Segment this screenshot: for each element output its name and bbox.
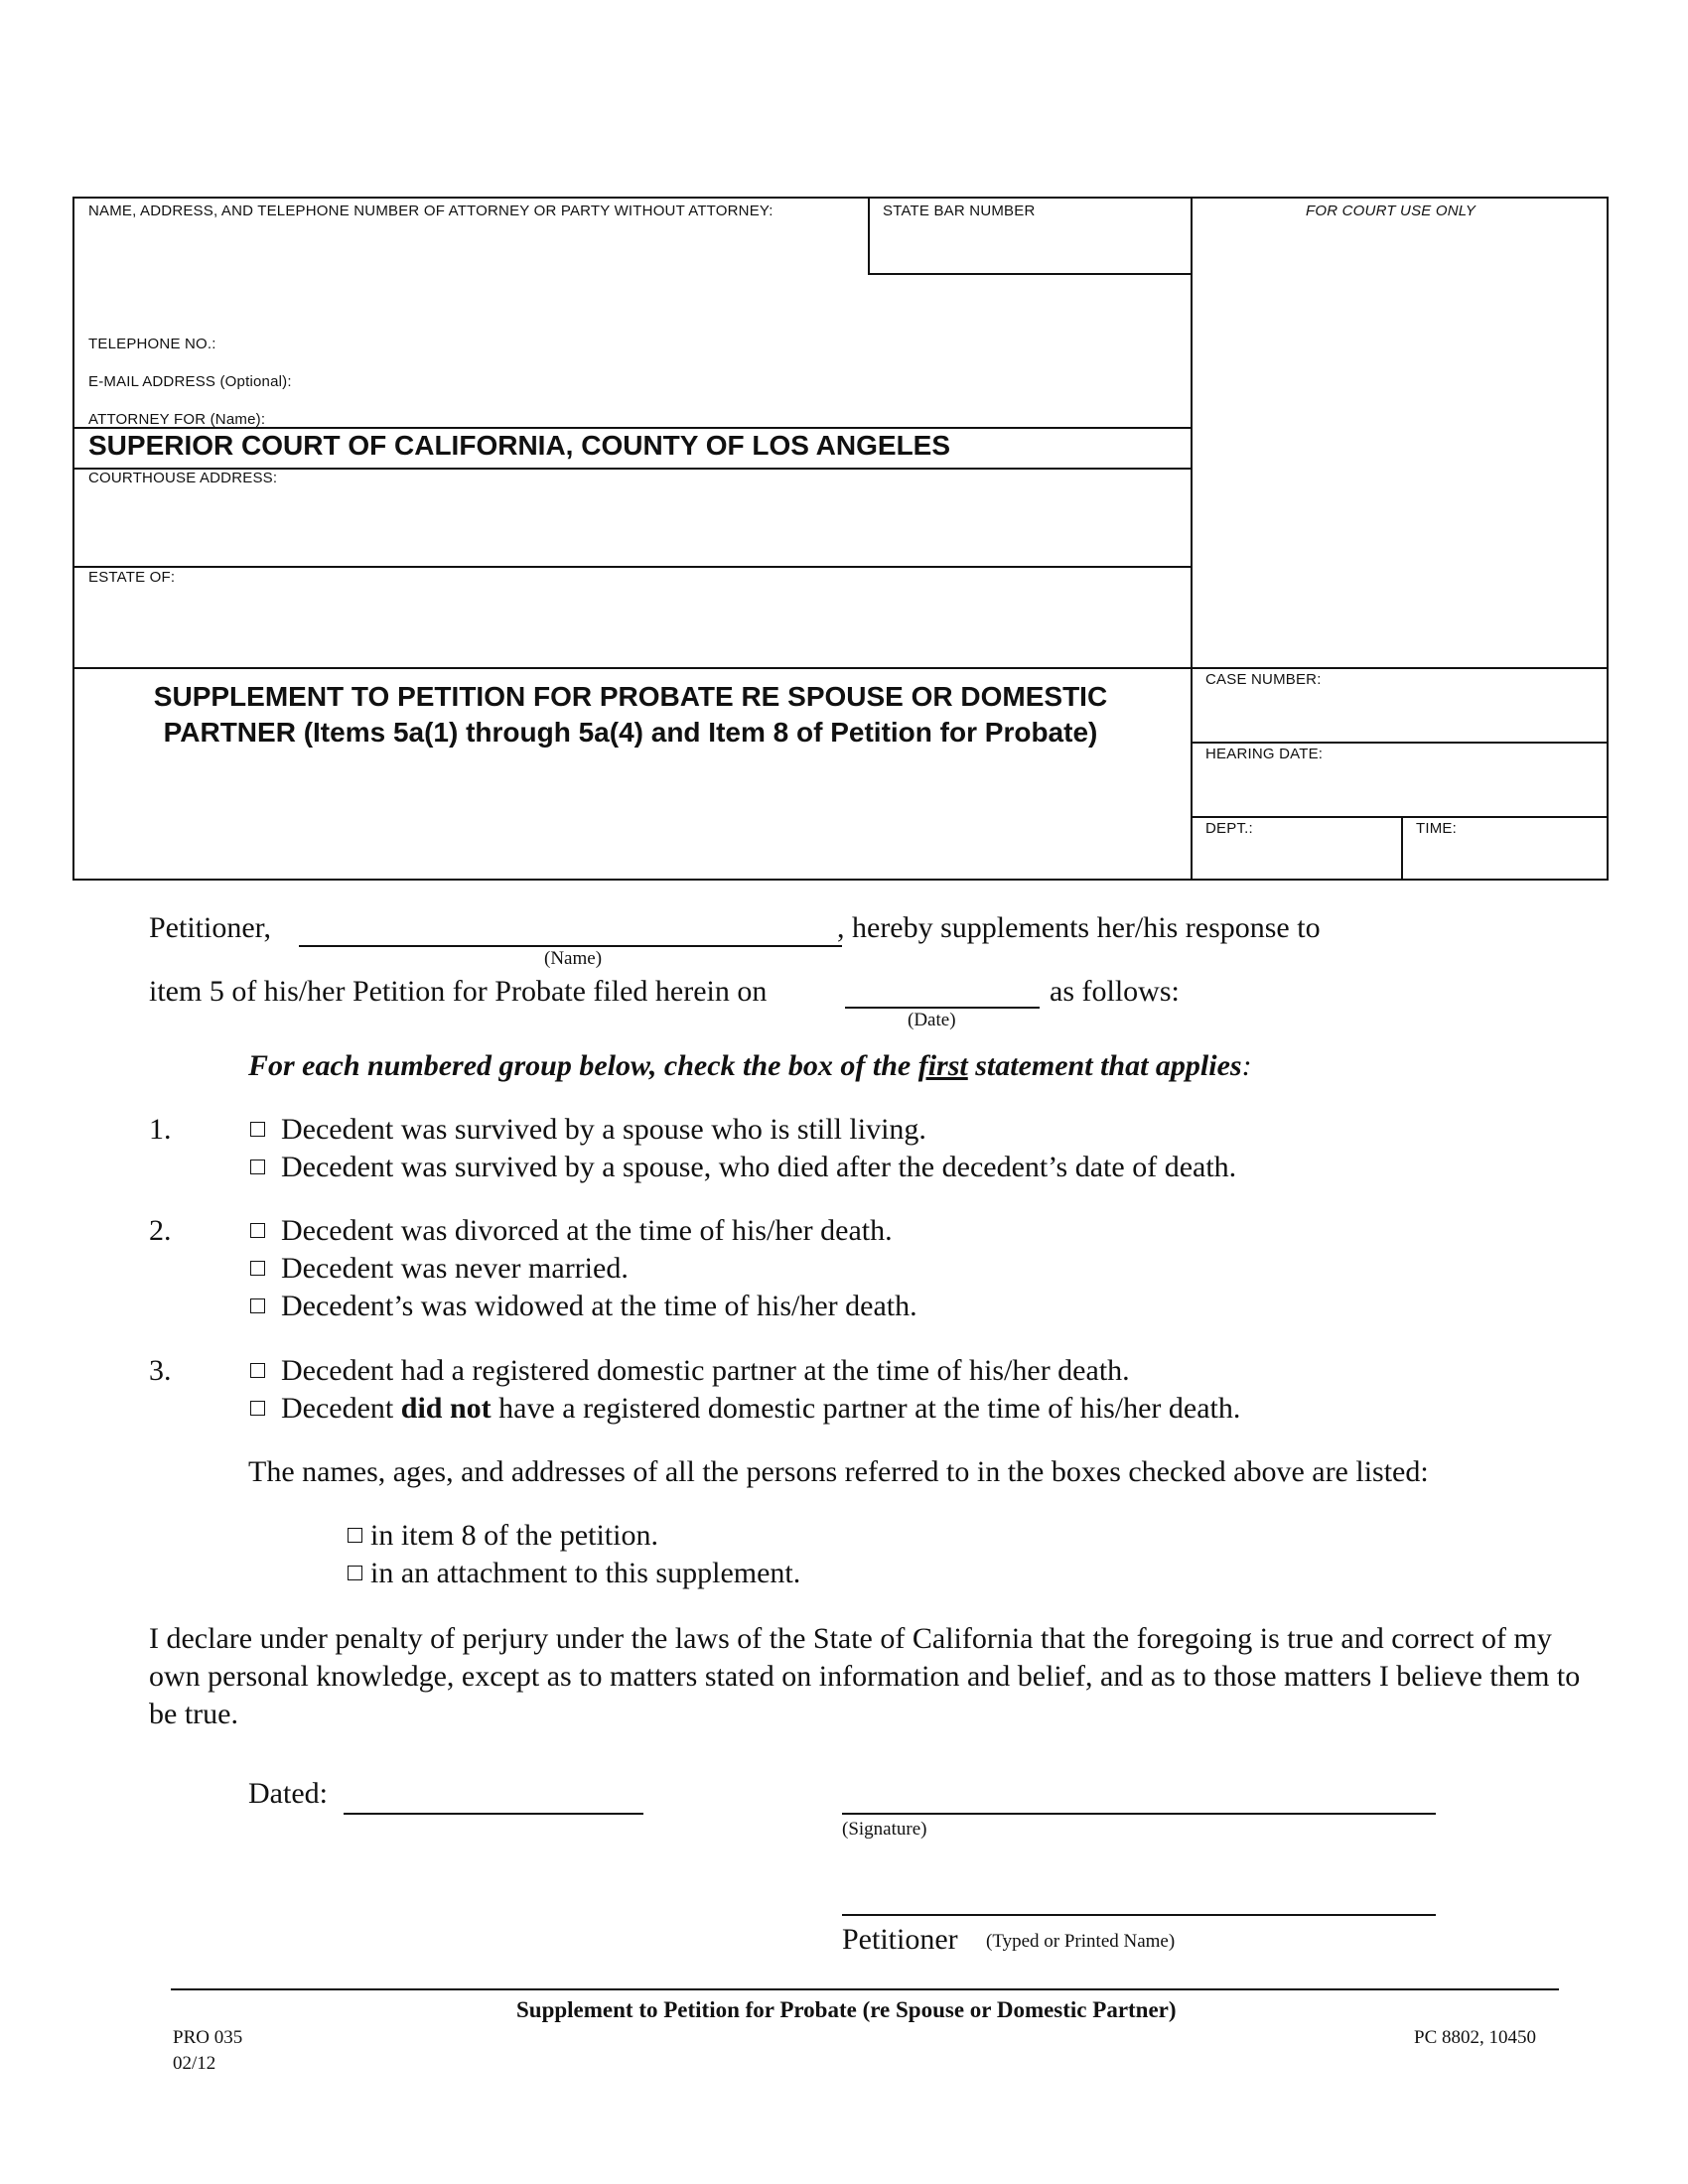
signature-caption: (Signature) — [842, 1819, 927, 1840]
hearing-date-bottom-line — [1191, 816, 1609, 818]
hearing-date-label: HEARING DATE: — [1205, 746, 1324, 762]
attorney-label: NAME, ADDRESS, AND TELEPHONE NUMBER OF ATTORNEY OR PARTY WITHOUT ATTORNEY: — [88, 203, 774, 219]
telephone-label: TELEPHONE NO.: — [88, 336, 216, 352]
checkbox[interactable] — [250, 1298, 265, 1313]
time-label: TIME: — [1416, 820, 1457, 837]
checkbox[interactable] — [348, 1566, 362, 1580]
option-row[interactable]: Decedent’s was widowed at the time of his/her death. — [250, 1290, 917, 1323]
instruction-text: For each numbered group below, check the box of the first statement that applies: — [248, 1049, 1252, 1082]
checkbox[interactable] — [250, 1223, 265, 1238]
checkbox[interactable] — [250, 1401, 265, 1416]
checkbox[interactable] — [250, 1122, 265, 1137]
printed-name-line[interactable] — [842, 1914, 1436, 1916]
case-number-bottom-line — [1191, 742, 1609, 744]
footer-title: Supplement to Petition for Probate (re Spouse or Domestic Partner) — [516, 1997, 1177, 2022]
court-use-label: FOR COURT USE ONLY — [1306, 203, 1477, 219]
form-title-line-2: PARTNER (Items 5a(1) through 5a(4) and Item 8 of Petition for Probate) — [163, 717, 1098, 748]
estate-of-label: ESTATE OF: — [88, 569, 176, 586]
email-label: E-MAIL ADDRESS (Optional): — [88, 373, 292, 390]
case-number-label: CASE NUMBER: — [1205, 671, 1322, 688]
signature-line[interactable] — [842, 1813, 1436, 1815]
group-number: 3. — [149, 1354, 172, 1387]
form-number: PRO 035 — [173, 2027, 243, 2048]
petitioner-caption: Petitioner — [842, 1923, 958, 1956]
dept-label: DEPT.: — [1205, 820, 1253, 837]
typed-name-caption: (Typed or Printed Name) — [986, 1931, 1176, 1952]
form-title-line-1: SUPPLEMENT TO PETITION FOR PROBATE RE SPOUSE OR DOMESTIC — [153, 681, 1108, 712]
courthouse-address-label: COURTHOUSE ADDRESS: — [88, 470, 278, 486]
declaration-paragraph: I declare under penalty of perjury under the laws of the State of California that the foregoing is true and correct of my own personal knowledge, except as to matters stated on information and belief, and as to those matters I believe them to be true. — [149, 1622, 1581, 1730]
as-follows-text: as follows: — [1050, 975, 1180, 1008]
group-number: 1. — [149, 1113, 172, 1146]
supplements-text: , hereby supplements her/his response to — [837, 911, 1321, 944]
group-number: 2. — [149, 1214, 172, 1247]
option-row[interactable]: Decedent was divorced at the time of his/her death. — [250, 1214, 893, 1248]
code-reference: PC 8802, 10450 — [1414, 2027, 1536, 2048]
listed-option-row[interactable]: in item 8 of the petition. — [348, 1519, 658, 1553]
bar-box-bottom — [868, 273, 1193, 275]
dated-label: Dated: — [248, 1777, 328, 1810]
column-divider — [1191, 199, 1193, 881]
footer-rule — [171, 1988, 1559, 1990]
petitioner-name-line[interactable] — [299, 945, 842, 947]
court-name: SUPERIOR COURT OF CALIFORNIA, COUNTY OF LOS ANGELES — [88, 430, 951, 461]
state-bar-label: STATE BAR NUMBER — [883, 203, 1036, 219]
name-caption: (Name) — [544, 948, 603, 969]
form-date: 02/12 — [173, 2053, 216, 2074]
estate-bottom-line — [74, 667, 1609, 669]
option-row[interactable]: Decedent was never married. — [250, 1252, 629, 1286]
bar-box-left — [868, 199, 870, 275]
checkbox[interactable] — [250, 1363, 265, 1378]
listed-option-row[interactable]: in an attachment to this supplement. — [348, 1557, 800, 1590]
courthouse-bottom-line — [74, 566, 1193, 568]
petitioner-label: Petitioner, — [149, 911, 271, 944]
option-row[interactable]: Decedent had a registered domestic partner at the time of his/her death. — [250, 1354, 1130, 1388]
petition-date-line[interactable] — [845, 1007, 1040, 1009]
option-row[interactable]: Decedent was survived by a spouse who is still living. — [250, 1113, 926, 1147]
caption-header-box — [72, 197, 1609, 881]
checkbox[interactable] — [250, 1160, 265, 1174]
option-row[interactable]: Decedent was survived by a spouse, who died after the decedent’s date of death. — [250, 1151, 1236, 1184]
option-row[interactable]: Decedent did not have a registered domestic partner at the time of his/her death. — [250, 1392, 1240, 1426]
dated-line[interactable] — [344, 1813, 643, 1815]
attorney-for-label: ATTORNEY FOR (Name): — [88, 411, 266, 428]
dept-time-divider — [1401, 816, 1403, 881]
names-ages-text: The names, ages, and addresses of all the persons referred to in the boxes checked above are listed: — [248, 1455, 1429, 1488]
checkbox[interactable] — [348, 1528, 362, 1543]
checkbox[interactable] — [250, 1261, 265, 1276]
date-caption: (Date) — [908, 1010, 956, 1030]
item5-text: item 5 of his/her Petition for Probate filed herein on — [149, 975, 768, 1008]
